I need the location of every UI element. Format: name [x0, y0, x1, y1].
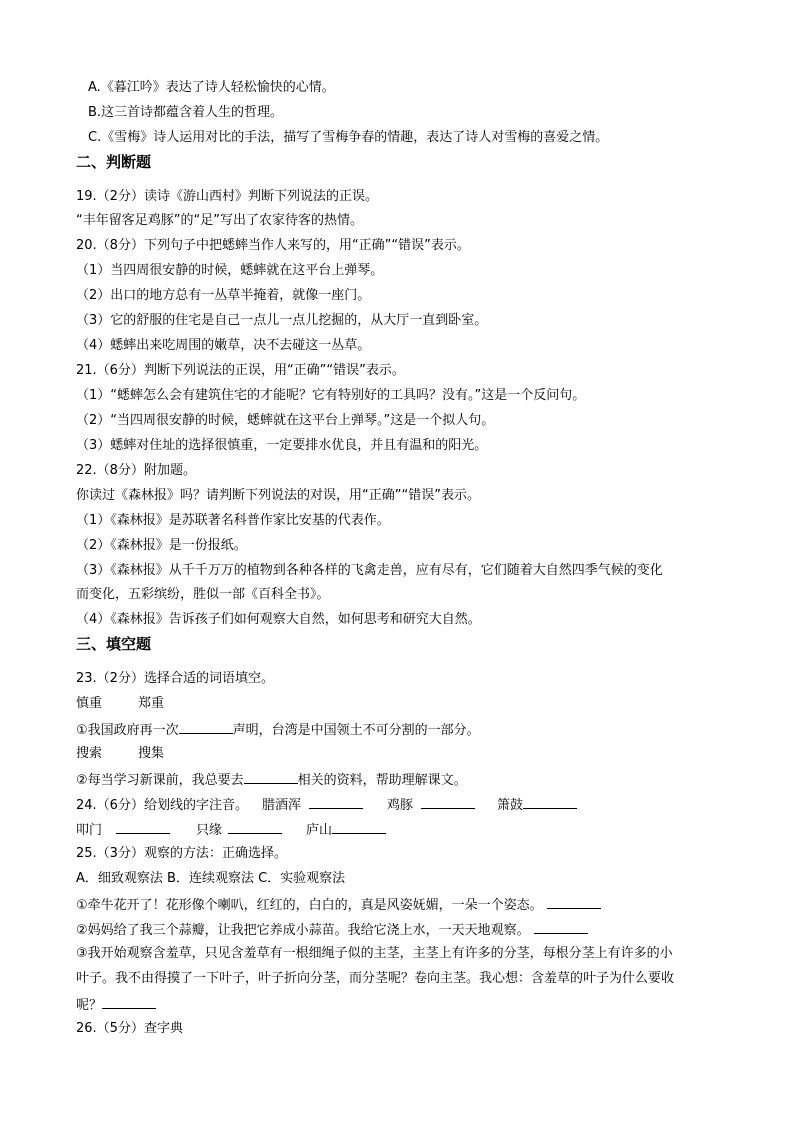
q19-header: 19.（2分）读诗《游山西村》判断下列说法的正误。 — [76, 189, 378, 204]
q20-header: 20.（8分）下列句子中把蟋蟀当作人来写的，用“正确”“错误”表示。 — [76, 238, 470, 253]
pinyin-blank[interactable] — [332, 819, 386, 834]
answer-blank[interactable] — [547, 894, 601, 909]
q21-item: （3）蟋蟀对住址的选择很慎重，一定要排水优良，并且有温和的阳光。 — [76, 438, 488, 453]
q24-header: 24.（6分）给划线的字注音。 — [76, 798, 248, 813]
q23-sentence-2: ②每当学习新课前，我总要去 相关的资料，帮助理解课文。 — [76, 769, 467, 791]
word-option: 慎重 — [76, 696, 103, 711]
q23-sentence-1: ①我国政府再一次 声明，台湾是中国领土不可分割的一部分。 — [76, 719, 480, 741]
q23-word-choices-2 — [76, 744, 164, 764]
q21-header: 21.（6分）判断下列说法的正误，用“正确”“错误”表示。 — [76, 363, 405, 378]
q23-header: 23.（2分）选择合适的词语填空。 — [76, 671, 274, 686]
q25-sentence-1: ①牵牛花开了！花形像个喇叭，红红的，白白的，真是风姿妩媚，一朵一个姿态。 — [76, 894, 601, 916]
choice-a: A.《暮江吟》表达了诗人轻松愉快的心情。 — [88, 80, 335, 95]
pinyin-blank[interactable] — [228, 819, 282, 834]
word-option: 郑重 — [138, 696, 165, 711]
pinyin-word: 箫鼓 — [496, 798, 523, 813]
q22-item: （1）《森林报》是苏联著名科普作家比安基的代表作。 — [76, 513, 390, 528]
word-option: 搜集 — [138, 746, 165, 761]
pinyin-blank[interactable] — [421, 794, 475, 809]
word-option: 搜索 — [76, 746, 103, 761]
pinyin-word: 叩门 — [76, 823, 103, 838]
q22-item: （2）《森林报》是一份报纸。 — [76, 538, 247, 553]
q20-item: （1）当四周很安静的时候，蟋蟀就在这平台上弹琴。 — [76, 263, 384, 278]
q22-intro: 你读过《森林报》吗？请判断下列说法的对误，用“正确”“错误”表示。 — [76, 488, 480, 503]
q24-row-1 — [76, 794, 577, 816]
choice-b: B.这三首诗都蕴含着人生的哲理。 — [88, 105, 284, 120]
section-title-fill-in: 三、填空题 — [76, 635, 152, 653]
q26-header: 26.（5分）查字典 — [76, 1021, 183, 1036]
q19-statement: “丰年留客足鸡豚”的“足”写出了农家待客的热情。 — [76, 213, 363, 228]
q25-sentence-3-continued: 叶子。我不由得摸了一下叶子，叶子折向分茎，而分茎呢？卷向主茎。我心想：含羞草的叶子为什么要收 — [76, 971, 675, 986]
pinyin-blank[interactable] — [116, 819, 170, 834]
answer-blank[interactable] — [179, 719, 233, 734]
answer-blank[interactable] — [102, 994, 156, 1009]
section-title-judgement: 二、判断题 — [76, 153, 152, 171]
pinyin-word: 腊酒浑 — [261, 798, 301, 813]
choice-c: C.《雪梅》诗人运用对比的手法，描写了雪梅争春的情趣，表达了诗人对雪梅的喜爱之情。 — [88, 130, 609, 145]
q20-item: （4）蟋蟀出来吃周围的嫩草，决不去碰这一丛草。 — [76, 338, 371, 353]
pinyin-blank[interactable] — [309, 794, 363, 809]
pinyin-word: 鸡豚 — [386, 798, 413, 813]
q25-sentence-2: ②妈妈给了我三个蒜瓣，让我把它养成小蒜苗。我给它浇上水，一天天地观察。 — [76, 919, 588, 941]
q22-item-continued: 而变化，五彩缤纷，胜似一部《百科全书》。 — [76, 587, 330, 602]
q22-header: 22.（8分）附加题。 — [76, 463, 196, 478]
q25-options: A．细致观察法 B．连续观察法 C．实验观察法 — [76, 871, 346, 886]
pinyin-word: 只缘 — [196, 823, 223, 838]
q21-item: （2）“当四周很安静的时候，蟋蟀就在这平台上弹琴。”这是一个拟人句。 — [76, 413, 495, 428]
q24-row-2 — [76, 819, 386, 841]
q20-item: （3）它的舒服的住宅是自己一点儿一点儿挖掘的，从大厅一直到卧室。 — [76, 313, 488, 328]
q25-header: 25.（3分）观察的方法：正确选择。 — [76, 846, 287, 861]
q21-item: （1）“蟋蟀怎么会有建筑住宅的才能呢？它有特别好的工具吗？没有。”这是一个反问句。 — [76, 388, 586, 403]
q25-sentence-3-end: 呢？ — [76, 994, 156, 1016]
q25-sentence-3: ③我开始观察含羞草，只见含羞草有一根细绳子似的主茎，主茎上有许多的分茎，每根分茎上有许多的小 — [76, 946, 673, 961]
q22-item: （4）《森林报》告诉孩子们如何观察大自然，如何思考和研究大自然。 — [76, 612, 481, 627]
answer-blank[interactable] — [244, 769, 298, 784]
q20-item: （2）出口的地方总有一丛草半掩着，就像一座门。 — [76, 288, 371, 303]
pinyin-blank[interactable] — [523, 794, 577, 809]
answer-blank[interactable] — [534, 919, 588, 934]
q22-item: （3）《森林报》从千千万万的植物到各种各样的飞禽走兽，应有尽有，它们随着大自然四季气候的变化 — [76, 563, 663, 578]
q23-word-choices-1 — [76, 694, 164, 714]
pinyin-word: 庐山 — [306, 823, 333, 838]
